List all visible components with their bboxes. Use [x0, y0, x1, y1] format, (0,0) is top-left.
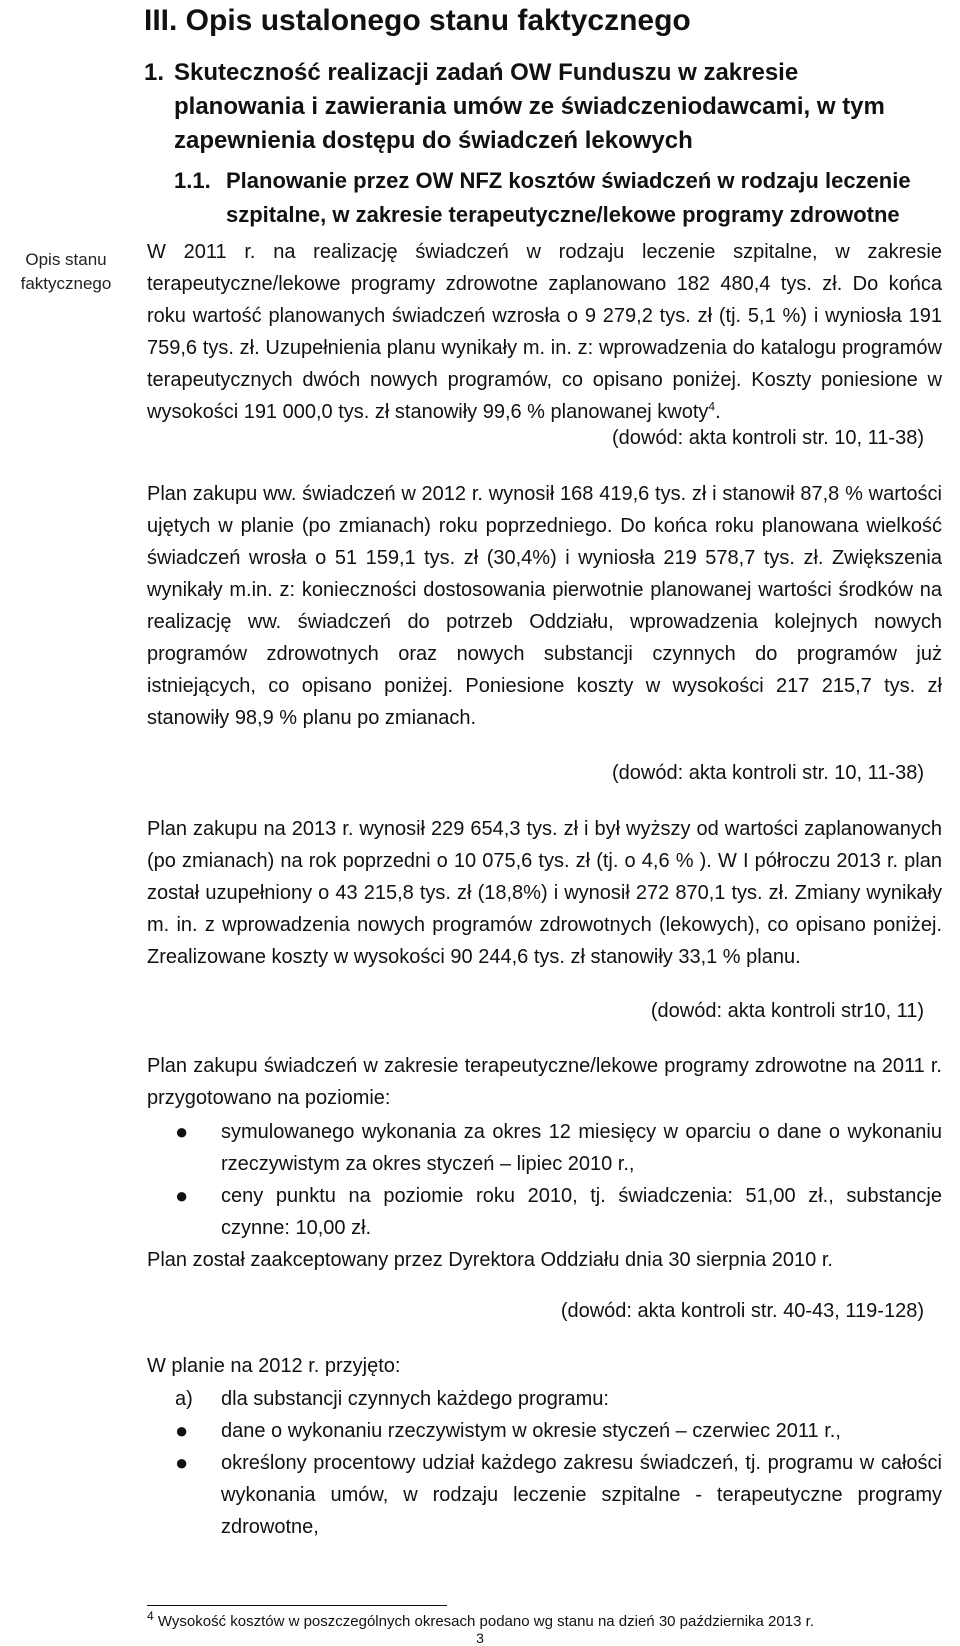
- section-1-heading: [144, 56, 934, 158]
- paragraph-2011-end: .: [715, 401, 721, 423]
- list-item-text: dane o wykonaniu rzeczywistym w okresie styczeń – czerwiec 2011 r.,: [221, 1420, 841, 1442]
- paragraph-2011: [147, 236, 942, 428]
- paragraph-acceptance: Plan został zaakceptowany przez Dyrektora Oddziału dnia 30 sierpnia 2010 r.: [147, 1249, 833, 1271]
- footnote-text: Wysokość kosztów w poszczególnych okresach podano wg stanu na dzień 30 października 2013 r.: [153, 1613, 814, 1630]
- list-item: [147, 1415, 942, 1447]
- evidence-1: (dowód: akta kontroli str. 10, 11-38): [611, 427, 924, 449]
- bullet-icon: ●: [175, 1119, 189, 1144]
- page-number: 3: [476, 1630, 484, 1646]
- list-item-label: a): [175, 1388, 193, 1410]
- paragraph-2011-text: W 2011 r. na realizację świadczeń w rodzaju leczenie szpitalne, w zakresie terapeutyczne/lekowe programy zdrowotne zaplanowano 182 480,4 tys. zł. Do końca roku wartość planowanych świadczeń wzrosła o 9 279,2 tys. zł (tj. 5,1 %) i wyniosła 191 759,6 tys. zł. Uzupełnienia planu wynikały m. in. z: wprowadzenia do katalogu programów terapeutycznych dwóch nowych programów, co opisano poniżej. Koszty poniesione w wysokości 191 000,0 tys. zł stanowiły 99,6 % planowanej kwoty: [147, 241, 942, 423]
- paragraph-plan-2011: Plan zakupu świadczeń w zakresie terapeutyczne/lekowe programy zdrowotne na 2011 r. przygotowano na poziomie:: [147, 1055, 942, 1109]
- section-1-title: Skuteczność realizacji zadań OW Funduszu w zakresie planowania i zawierania umów ze świadczeniodawcami, w tym zapewnienia dostępu do świadczeń lekowych: [174, 59, 885, 154]
- list-item-a: [147, 1383, 942, 1415]
- paragraph-plan-2012: W planie na 2012 r. przyjęto:: [147, 1355, 401, 1377]
- paragraph-2012: Plan zakupu ww. świadczeń w 2012 r. wynosił 168 419,6 tys. zł i stanowił 87,8 % wartości ujętych w planie (po zmianach) roku poprzedniego. Do końca roku planowana wielkość świadczeń wrosła o 51 159,1 tys. zł (30,4%) i wyniosła 219 578,7 tys. zł. Zwiększenia wynikały m.in. z: konieczności dostosowania pierwotnie planowanej wartości środków na realizację ww. świadczeń do potrzeb Oddziału, wprowadzenia kolejnych nowych programów zdrowotnych oraz nowych substancji czynnych do programów już istniejących, co opisano poniżej. Poniesione koszty w wysokości 217 215,7 tys. zł stanowiły 98,9 % planu po zmianach.: [147, 483, 942, 729]
- evidence-2: (dowód: akta kontroli str. 10, 11-38): [611, 762, 924, 784]
- footnote: [147, 1609, 814, 1630]
- section-1-1-title: Planowanie przez OW NFZ kosztów świadczeń w rodzaju leczenie szpitalne, w zakresie terapeutyczne/lekowe programy zdrowotne: [226, 168, 911, 227]
- footnote-divider: [147, 1605, 447, 1606]
- list-item: [147, 1447, 942, 1543]
- bullet-icon: ●: [175, 1450, 189, 1475]
- list-item-text: dla substancji czynnych każdego programu:: [221, 1388, 609, 1410]
- evidence-3: (dowód: akta kontroli str10, 11): [650, 1000, 924, 1022]
- sub-list-2012: [147, 1383, 942, 1543]
- footnote-mark: 4: [147, 1609, 154, 1623]
- section-1-1-heading: [174, 164, 949, 232]
- section-1-number: 1.: [144, 59, 165, 86]
- list-item: [147, 1116, 942, 1180]
- bullet-list-2011: [147, 1116, 942, 1244]
- footnote-ref: 4: [708, 399, 716, 414]
- section-1-1-number: 1.1.: [174, 168, 211, 193]
- list-item: [147, 1180, 942, 1244]
- list-item-text: symulowanego wykonania za okres 12 miesięcy w oparciu o dane o wykonaniu rzeczywistym za okres styczeń – lipiec 2010 r.,: [221, 1121, 942, 1175]
- bullet-icon: ●: [175, 1183, 189, 1208]
- main-heading: III. Opis ustalonego stanu faktycznego: [144, 4, 691, 37]
- margin-note: Opis stanu faktycznego: [20, 250, 112, 293]
- paragraph-2013: Plan zakupu na 2013 r. wynosił 229 654,3 tys. zł i był wyższy od wartości zaplanowanych (po zmianach) na rok poprzedni o 10 075,6 tys. zł (tj. o 4,6 % ). W I półroczu 2013 r. plan został uzupełniony o 43 215,8 tys. zł (18,8%) i wynosił 272 870,1 tys. zł. Zmiany wynikały m. in. z wprowadzenia nowych programów zdrowotnych (lekowych), co opisano poniżej. Zrealizowane koszty w wysokości 90 244,6 tys. zł stanowiły 33,1 % planu.: [147, 818, 942, 968]
- evidence-4: (dowód: akta kontroli str. 40-43, 119-128): [560, 1300, 924, 1322]
- list-item-text: ceny punktu na poziomie roku 2010, tj. świadczenia: 51,00 zł., substancje czynne: 10,00 zł.: [221, 1185, 942, 1239]
- bullet-icon: ●: [175, 1418, 189, 1443]
- list-item-text: określony procentowy udział każdego zakresu świadczeń, tj. programu w całości wykonania umów, w rodzaju leczenie szpitalne - terapeutyczne programy zdrowotne,: [221, 1452, 942, 1538]
